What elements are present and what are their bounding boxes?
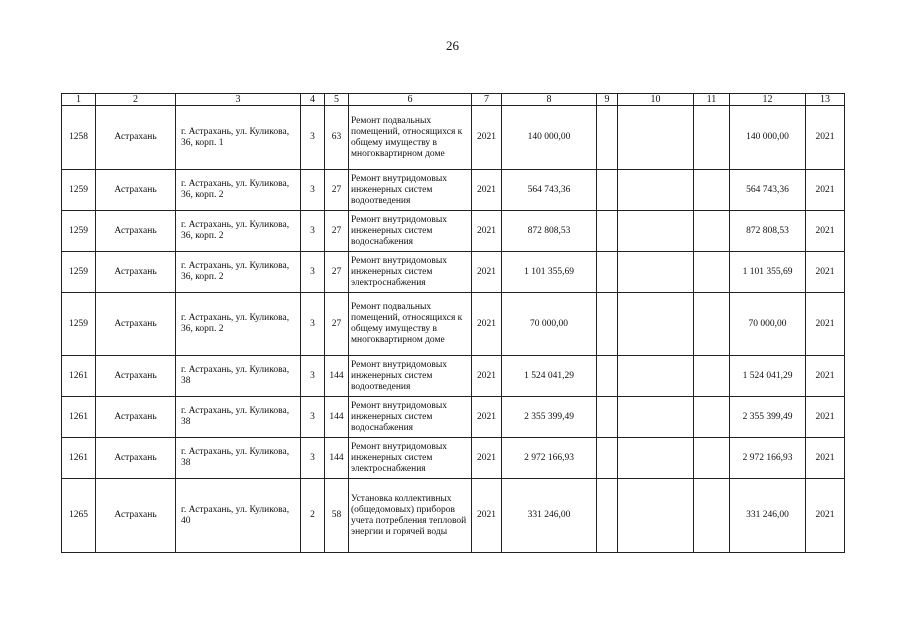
year-cell: 2021 bbox=[472, 170, 502, 211]
city-cell: Астрахань bbox=[96, 252, 176, 293]
fund-amount-cell: 140 000,00 bbox=[730, 106, 806, 170]
floors-cell: 2 bbox=[301, 479, 325, 553]
table-row bbox=[62, 252, 845, 293]
address-cell: г. Астрахань, ул. Куликова, 40 bbox=[176, 479, 301, 553]
col-11-cell bbox=[694, 479, 730, 553]
row-number-cell: 1259 bbox=[62, 170, 96, 211]
city-cell: Астрахань bbox=[96, 479, 176, 553]
address-cell: г. Астрахань, ул. Куликова, 36, корп. 2 bbox=[176, 252, 301, 293]
table-row bbox=[62, 479, 845, 553]
city-cell: Астрахань bbox=[96, 211, 176, 252]
address-cell: г. Астрахань, ул. Куликова, 36, корп. 2 bbox=[176, 211, 301, 252]
col-10-cell bbox=[618, 293, 694, 356]
col-11-cell bbox=[694, 106, 730, 170]
column-header: 5 bbox=[325, 94, 349, 106]
floors-cell: 3 bbox=[301, 293, 325, 356]
end-year-cell: 2021 bbox=[806, 106, 845, 170]
work-type-cell: Установка коллективных (общедомовых) приборов учета потребления тепловой энергии и горячей воды bbox=[349, 479, 472, 553]
end-year-cell: 2021 bbox=[806, 397, 845, 438]
row-number-cell: 1261 bbox=[62, 438, 96, 479]
table-row bbox=[62, 211, 845, 252]
col-9-cell bbox=[597, 479, 618, 553]
floors-cell: 3 bbox=[301, 211, 325, 252]
floors-cell: 3 bbox=[301, 397, 325, 438]
city-cell: Астрахань bbox=[96, 397, 176, 438]
city-cell: Астрахань bbox=[96, 293, 176, 356]
total-cost-cell: 2 972 166,93 bbox=[502, 438, 597, 479]
city-cell: Астрахань bbox=[96, 356, 176, 397]
work-type-cell: Ремонт подвальных помещений, относящихся к общему имуществу в многоквартирном доме bbox=[349, 293, 472, 356]
year-cell: 2021 bbox=[472, 479, 502, 553]
total-cost-cell: 70 000,00 bbox=[502, 293, 597, 356]
address-cell: г. Астрахань, ул. Куликова, 36, корп. 1 bbox=[176, 106, 301, 170]
fund-amount-cell: 872 808,53 bbox=[730, 211, 806, 252]
total-cost-cell: 872 808,53 bbox=[502, 211, 597, 252]
col-9-cell bbox=[597, 106, 618, 170]
address-cell: г. Астрахань, ул. Куликова, 38 bbox=[176, 438, 301, 479]
col-11-cell bbox=[694, 252, 730, 293]
address-cell: г. Астрахань, ул. Куликова, 38 bbox=[176, 356, 301, 397]
entrances-cell: 144 bbox=[325, 397, 349, 438]
row-number-cell: 1261 bbox=[62, 397, 96, 438]
entrances-cell: 144 bbox=[325, 356, 349, 397]
address-cell: г. Астрахань, ул. Куликова, 36, корп. 2 bbox=[176, 170, 301, 211]
city-cell: Астрахань bbox=[96, 170, 176, 211]
total-cost-cell: 331 246,00 bbox=[502, 479, 597, 553]
fund-amount-cell: 2 355 399,49 bbox=[730, 397, 806, 438]
table-row bbox=[62, 397, 845, 438]
floors-cell: 3 bbox=[301, 170, 325, 211]
floors-cell: 3 bbox=[301, 438, 325, 479]
col-9-cell bbox=[597, 356, 618, 397]
entrances-cell: 27 bbox=[325, 293, 349, 356]
table-row bbox=[62, 438, 845, 479]
fund-amount-cell: 1 524 041,29 bbox=[730, 356, 806, 397]
col-10-cell bbox=[618, 211, 694, 252]
col-11-cell bbox=[694, 438, 730, 479]
work-type-cell: Ремонт внутридомовых инженерных систем электроснабжения bbox=[349, 438, 472, 479]
city-cell: Астрахань bbox=[96, 438, 176, 479]
work-type-cell: Ремонт внутридомовых инженерных систем водоснабжения bbox=[349, 211, 472, 252]
total-cost-cell: 564 743,36 bbox=[502, 170, 597, 211]
entrances-cell: 144 bbox=[325, 438, 349, 479]
row-number-cell: 1259 bbox=[62, 211, 96, 252]
table-row bbox=[62, 356, 845, 397]
col-10-cell bbox=[618, 397, 694, 438]
end-year-cell: 2021 bbox=[806, 356, 845, 397]
column-header: 12 bbox=[730, 94, 806, 106]
end-year-cell: 2021 bbox=[806, 479, 845, 553]
work-type-cell: Ремонт внутридомовых инженерных систем водоснабжения bbox=[349, 397, 472, 438]
column-header: 10 bbox=[618, 94, 694, 106]
column-header: 3 bbox=[176, 94, 301, 106]
row-number-cell: 1259 bbox=[62, 293, 96, 356]
entrances-cell: 27 bbox=[325, 170, 349, 211]
entrances-cell: 27 bbox=[325, 252, 349, 293]
fund-amount-cell: 70 000,00 bbox=[730, 293, 806, 356]
city-cell: Астрахань bbox=[96, 106, 176, 170]
year-cell: 2021 bbox=[472, 293, 502, 356]
col-11-cell bbox=[694, 397, 730, 438]
fund-amount-cell: 2 972 166,93 bbox=[730, 438, 806, 479]
column-header: 13 bbox=[806, 94, 845, 106]
floors-cell: 3 bbox=[301, 106, 325, 170]
row-number-cell: 1265 bbox=[62, 479, 96, 553]
column-header: 9 bbox=[597, 94, 618, 106]
total-cost-cell: 1 101 355,69 bbox=[502, 252, 597, 293]
col-9-cell bbox=[597, 252, 618, 293]
end-year-cell: 2021 bbox=[806, 211, 845, 252]
fund-amount-cell: 1 101 355,69 bbox=[730, 252, 806, 293]
end-year-cell: 2021 bbox=[806, 170, 845, 211]
col-9-cell bbox=[597, 293, 618, 356]
row-number-cell: 1258 bbox=[62, 106, 96, 170]
fund-amount-cell: 331 246,00 bbox=[730, 479, 806, 553]
entrances-cell: 63 bbox=[325, 106, 349, 170]
column-header: 4 bbox=[301, 94, 325, 106]
end-year-cell: 2021 bbox=[806, 293, 845, 356]
col-9-cell bbox=[597, 170, 618, 211]
column-header: 2 bbox=[96, 94, 176, 106]
col-10-cell bbox=[618, 356, 694, 397]
column-number-row bbox=[62, 94, 845, 106]
address-cell: г. Астрахань, ул. Куликова, 36, корп. 2 bbox=[176, 293, 301, 356]
work-type-cell: Ремонт подвальных помещений, относящихся к общему имуществу в многоквартирном доме bbox=[349, 106, 472, 170]
floors-cell: 3 bbox=[301, 252, 325, 293]
total-cost-cell: 1 524 041,29 bbox=[502, 356, 597, 397]
page-number: 26 bbox=[446, 38, 459, 53]
entrances-cell: 58 bbox=[325, 479, 349, 553]
work-type-cell: Ремонт внутридомовых инженерных систем водоотведения bbox=[349, 170, 472, 211]
col-11-cell bbox=[694, 293, 730, 356]
column-header: 8 bbox=[502, 94, 597, 106]
col-10-cell bbox=[618, 170, 694, 211]
column-header: 11 bbox=[694, 94, 730, 106]
data-table bbox=[61, 93, 845, 553]
row-number-cell: 1259 bbox=[62, 252, 96, 293]
col-10-cell bbox=[618, 479, 694, 553]
column-header: 7 bbox=[472, 94, 502, 106]
floors-cell: 3 bbox=[301, 356, 325, 397]
entrances-cell: 27 bbox=[325, 211, 349, 252]
col-9-cell bbox=[597, 211, 618, 252]
year-cell: 2021 bbox=[472, 397, 502, 438]
address-cell: г. Астрахань, ул. Куликова, 38 bbox=[176, 397, 301, 438]
table-row bbox=[62, 170, 845, 211]
col-11-cell bbox=[694, 356, 730, 397]
work-type-cell: Ремонт внутридомовых инженерных систем водоотведения bbox=[349, 356, 472, 397]
table-row bbox=[62, 106, 845, 170]
col-10-cell bbox=[618, 106, 694, 170]
year-cell: 2021 bbox=[472, 438, 502, 479]
year-cell: 2021 bbox=[472, 106, 502, 170]
column-header: 1 bbox=[62, 94, 96, 106]
end-year-cell: 2021 bbox=[806, 438, 845, 479]
total-cost-cell: 140 000,00 bbox=[502, 106, 597, 170]
table-row bbox=[62, 293, 845, 356]
col-11-cell bbox=[694, 211, 730, 252]
col-10-cell bbox=[618, 438, 694, 479]
end-year-cell: 2021 bbox=[806, 252, 845, 293]
fund-amount-cell: 564 743,36 bbox=[730, 170, 806, 211]
col-9-cell bbox=[597, 397, 618, 438]
col-9-cell bbox=[597, 438, 618, 479]
work-type-cell: Ремонт внутридомовых инженерных систем электроснабжения bbox=[349, 252, 472, 293]
column-header: 6 bbox=[349, 94, 472, 106]
col-10-cell bbox=[618, 252, 694, 293]
total-cost-cell: 2 355 399,49 bbox=[502, 397, 597, 438]
year-cell: 2021 bbox=[472, 211, 502, 252]
year-cell: 2021 bbox=[472, 252, 502, 293]
year-cell: 2021 bbox=[472, 356, 502, 397]
row-number-cell: 1261 bbox=[62, 356, 96, 397]
col-11-cell bbox=[694, 170, 730, 211]
